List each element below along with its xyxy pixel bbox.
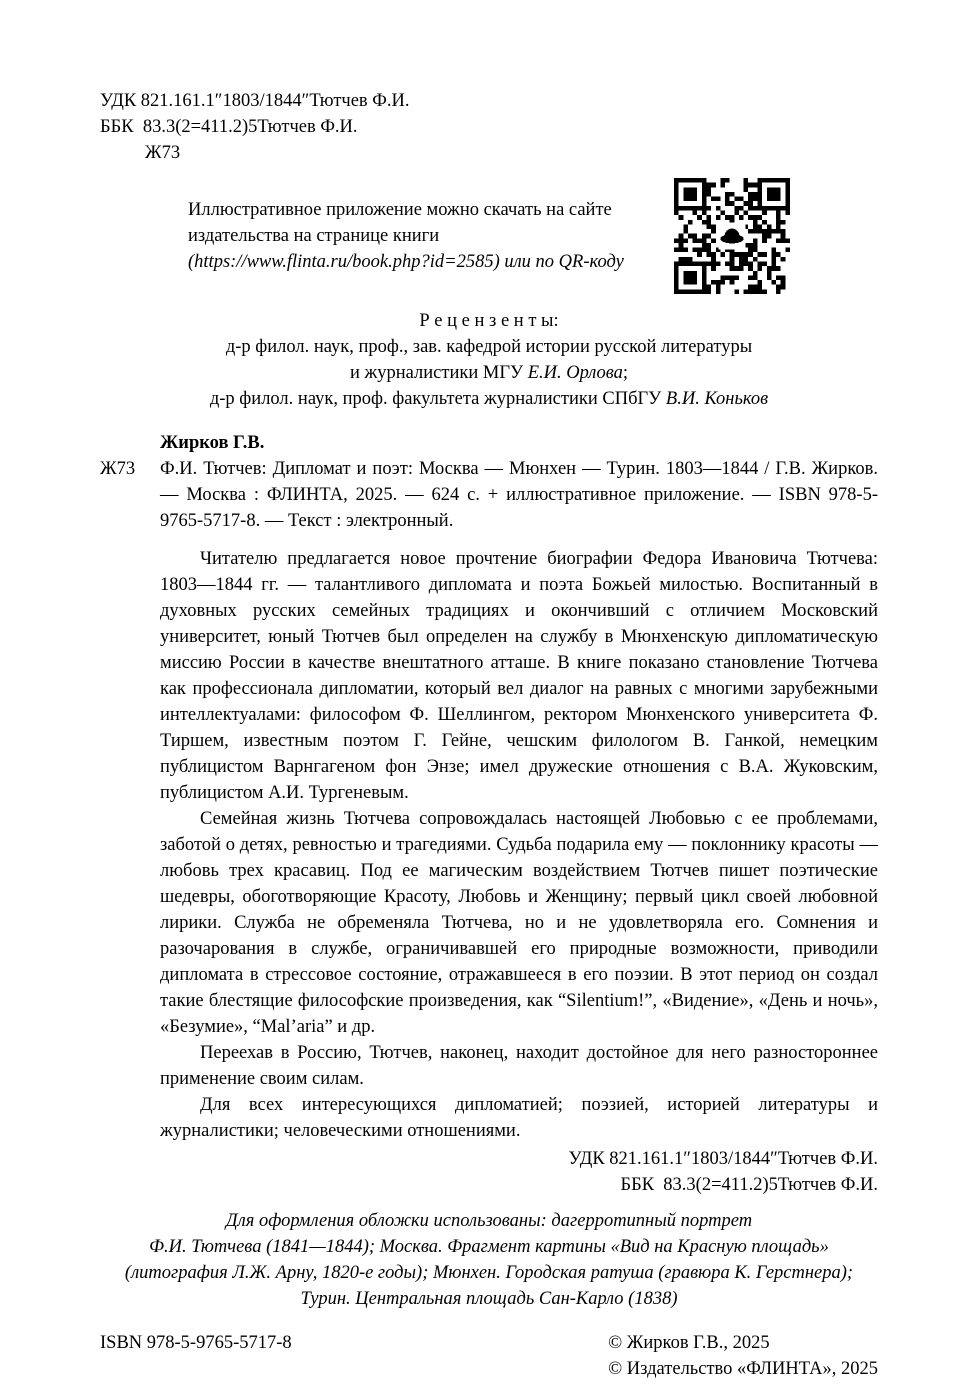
qr-note-line-1: Иллюстративное приложение можно скачать на сайте [188, 200, 612, 220]
cover-credits-line: Турин. Центральная площадь Сан-Карло (1838) [300, 1289, 678, 1309]
text-segment: В.И. Коньков [665, 389, 769, 409]
bib-record: Ф.И. Тютчев: Дипломат и поэт: Москва — Мюнхен — Турин. 1803—1844 / Г.В. Жирков. — Москва : ФЛИНТА, 2025. — 624 с. + иллюстративное приложение. — ISBN 978-5-9765-5717-8. — Текст : электронный. [160, 459, 878, 531]
bbk-code-top: ББК 83.3(2=411.2)5Тютчев Ф.И. [100, 117, 358, 137]
copyright-publisher: © Издательство «ФЛИНТА», 2025 [608, 1359, 878, 1379]
annotation-paragraph: Семейная жизнь Тютчева сопровождалась настоящей Любовью с ее проблемами, заботой о детях, ревностью и трагедиями. Судьба подарила ему — поклоннику красоты — любовь трех красавиц. Под ее магическим воздействием Тютчев пишет поэтические шедевры, обоготворяющие Красоту, Любовь и Женщину; первый цикл своей любовной лирики. Служба не обременяла Тютчева, но и не удовлетворяла его. Сомнения и разочарования в службе, ограничивавшей его природные возможности, приводили дипломата в стрессовое состояние, отражавшееся в его поэзии. В этот период он создал такие блестящие философские произведения, как “Silentium!”, «Видение», «День и ночь», «Безумие», “Mal’aria” и др. [160, 809, 878, 1037]
reviewer-line [100, 360, 878, 386]
bib-margin-code: Ж73 [100, 459, 136, 479]
cover-credits-line: Ф.И. Тютчева (1841—1844); Москва. Фрагмент картины «Вид на Красную площадь» [149, 1237, 829, 1257]
copyright-author: © Жирков Г.В., 2025 [608, 1333, 770, 1353]
text-segment: д-р филол. наук, проф. факультета журналистики СПбГУ [209, 389, 666, 409]
bottom-row [100, 1330, 878, 1382]
bibliographic-record-row [100, 456, 878, 534]
annotation-block [160, 546, 878, 1144]
udk-code-bottom: УДК 821.161.1″1803/1844″Тютчев Ф.И. [568, 1149, 878, 1169]
isbn: ISBN 978-5-9765-5717-8 [100, 1333, 292, 1353]
qr-pattern-icon [674, 178, 790, 294]
author-heading: Жирков Г.В. [160, 433, 265, 453]
cover-credits-line: Для оформления обложки использованы: дагерротипный портрет [225, 1211, 753, 1231]
qr-note [188, 197, 658, 275]
reviewers-heading: Р е ц е н з е н т ы: [419, 311, 559, 331]
bottom-codes-block [100, 1146, 878, 1198]
text-segment: д-р филол. наук, проф., зав. кафедрой истории русской литературы [225, 337, 753, 357]
cover-credits-line: (литография Л.Ж. Арну, 1820-е годы); Мюнхен. Городская ратуша (гравюра К. Герстнера); [124, 1263, 854, 1283]
text-segment: ; [622, 363, 629, 383]
author-sign-code: Ж73 [145, 143, 181, 163]
qr-note-line-2: издательства на странице книги [188, 226, 440, 246]
annotation-paragraph: Читателю предлагается новое прочтение биографии Федора Ивановича Тютчева: 1803—1844 гг. — талантливого дипломата и поэта Божьей милостью. Воспитанный в духовных русских семейных традициях и окончивший с отличием Московский университет, юный Тютчев был определен на службу в Мюнхенскую дипломатическую миссию России в качестве внештатного атташе. В книге показано становление Тютчева как профессионала дипломатии, который вел диалог на равных с многими зарубежными интеллектуалами: философом Ф. Шеллингом, ректором Мюнхенского университета Ф. Тиршем, известным поэтом Г. Гейне, чешским филологом В. Ганкой, немецким публицистом Варнгагеном фон Энзе; имел дружеские отношения с В.А. Жуковским, публицистом А.И. Тургеневым. [160, 549, 878, 803]
text-segment: и журналистики МГУ [349, 363, 528, 383]
copyright-block [608, 1330, 878, 1382]
annotation-paragraph: Для всех интересующихся дипломатией; поэзией, историей литературы и журналистики; человеческими отношениями. [160, 1095, 878, 1141]
text-segment: Е.И. Орлова [527, 363, 623, 383]
top-codes-block [100, 88, 878, 166]
annotation-paragraph: Переехав в Россию, Тютчев, наконец, находит достойное для него разностороннее применение своим силам. [160, 1043, 878, 1089]
qr-note-line-3 [188, 249, 658, 275]
reviewer-line [100, 386, 878, 412]
reviewer-line [100, 334, 878, 360]
qr-note-row [100, 178, 878, 294]
qr-code [674, 178, 790, 294]
text-segment: (https://www.flinta.ru/book.php?id=2585) или по QR-коду [188, 252, 624, 272]
udk-code-top: УДК 821.161.1″1803/1844″Тютчев Ф.И. [100, 91, 410, 111]
cover-credits [100, 1208, 878, 1312]
reviewers-block [100, 308, 878, 412]
bbk-code-bottom: ББК 83.3(2=411.2)5Тютчев Ф.И. [620, 1175, 878, 1195]
